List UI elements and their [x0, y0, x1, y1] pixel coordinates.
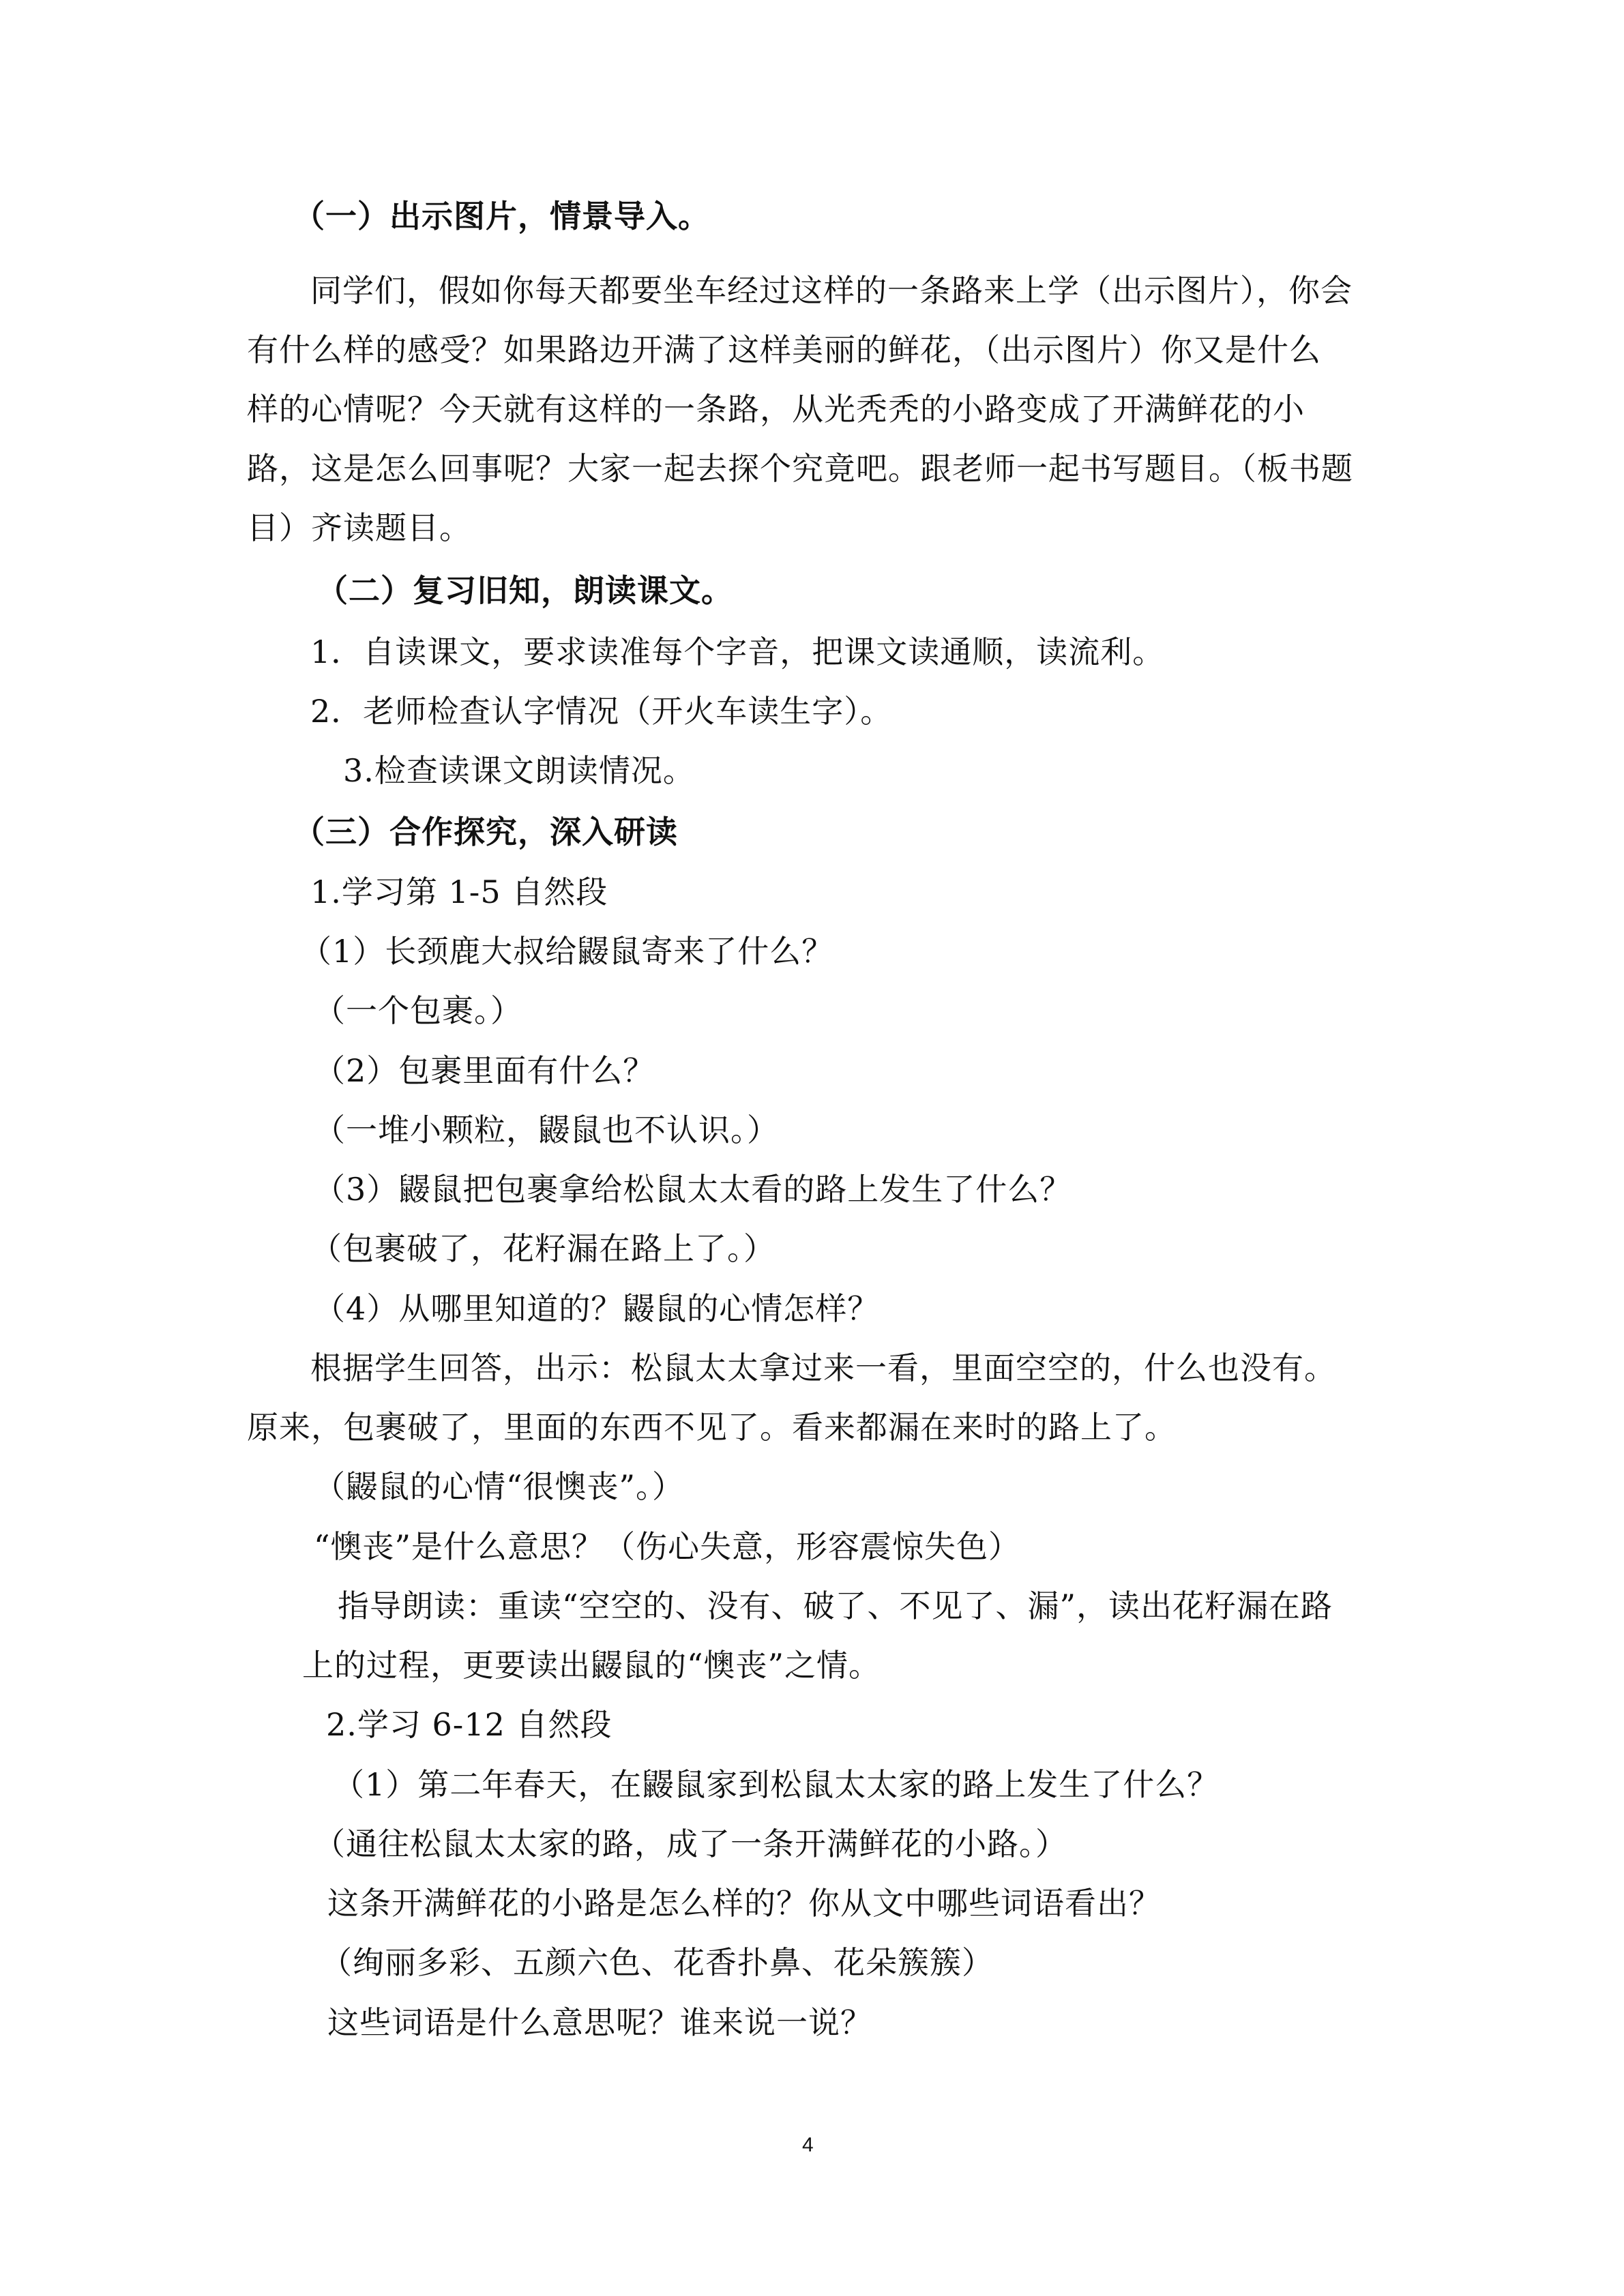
- paragraph-line: 根据学生回答，出示：松鼠太太拿过来一看，里面空空的，什么也没有。: [310, 1350, 1336, 1386]
- paragraph-line: 样的心情呢？今天就有这样的一条路，从光秃秃的小路变成了开满鲜花的小: [247, 391, 1305, 428]
- answer-line: （通往松鼠太太家的路，成了一条开满鲜花的小路。）: [314, 1825, 1067, 1862]
- question-line: （4）从哪里知道的？鼹鼠的心情怎样？: [314, 1290, 880, 1327]
- list-item: 3.检查读课文朗读情况。: [343, 752, 695, 789]
- question-line: （3）鼹鼠把包裹拿给松鼠太太看的路上发生了什么？: [314, 1171, 1072, 1208]
- paragraph-line: 路，这是怎么回事呢？大家一起去探个究竟吧。跟老师一起书写题目。（板书题: [247, 450, 1353, 487]
- section-heading-1: （一）出示图片，情景导入。: [293, 198, 710, 235]
- list-item: 2．老师检查认字情况（开火车读生字）。: [310, 693, 893, 730]
- answer-line: （绚丽多彩、五颜六色、花香扑鼻、花朵簇簇）: [321, 1944, 994, 1981]
- section-heading-3: （三）合作探究，深入研读: [293, 814, 678, 850]
- answer-line: （鼹鼠的心情“很懊丧”。）: [314, 1468, 685, 1505]
- answer-line: （一堆小颗粒，鼹鼠也不认识。）: [314, 1112, 779, 1148]
- question-line: 这些词语是什么意思呢？谁来说一说？: [327, 2004, 872, 2041]
- subsection-heading: 1.学习第 1-5 自然段: [310, 874, 608, 910]
- list-item: 1．自读课文，要求读准每个字音，把课文读通顺，读流利。: [310, 633, 1165, 670]
- question-line: （2）包裹里面有什么？: [314, 1052, 655, 1089]
- question-line: （1）第二年春天，在鼹鼠家到松鼠太太家的路上发生了什么？: [333, 1766, 1220, 1803]
- answer-line: （一个包裹。）: [314, 992, 522, 1029]
- paragraph-line: 上的过程，更要读出鼹鼠的“懊丧”之情。: [302, 1647, 881, 1684]
- page-number: 4: [802, 2134, 814, 2156]
- section-heading-2: （二）复习旧知，朗读课文。: [316, 572, 733, 609]
- question-line: （1）长颈鹿大叔给鼹鼠寄来了什么？: [300, 933, 834, 970]
- paragraph-line: 有什么样的感受？如果路边开满了这样美丽的鲜花，（出示图片）你又是什么: [247, 331, 1321, 368]
- paragraph-line: 指导朗读：重读“空空的、没有、破了、不见了、漏”，读出花籽漏在路: [338, 1587, 1333, 1624]
- question-line: 这条开满鲜花的小路是怎么样的？你从文中哪些词语看出？: [327, 1885, 1161, 1922]
- paragraph-line: 目）齐读题目。: [247, 509, 471, 546]
- paragraph-line: 原来，包裹破了，里面的东西不见了。看来都漏在来时的路上了。: [247, 1409, 1177, 1446]
- paragraph-line: “懊丧”是什么意思？（伤心失意，形容震惊失色）: [314, 1528, 1021, 1565]
- answer-line: （包裹破了，花籽漏在路上了。）: [310, 1230, 776, 1267]
- paragraph-line: 同学们，假如你每天都要坐车经过这样的一条路来上学（出示图片），你会: [310, 272, 1353, 309]
- subsection-heading: 2.学习 6-12 自然段: [326, 1706, 612, 1743]
